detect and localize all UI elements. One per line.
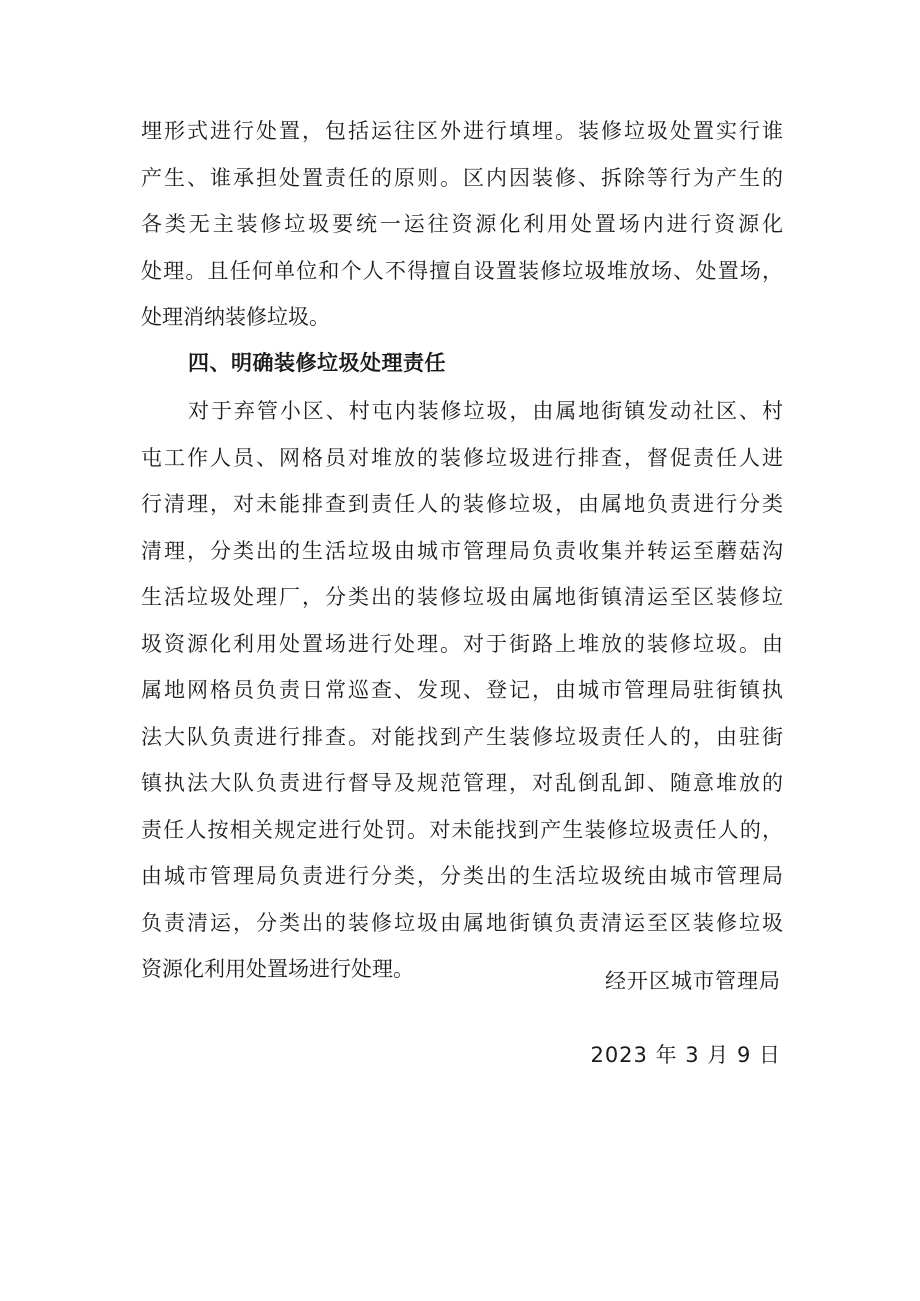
- section-heading: 四、明确装修垃圾处理责任: [188, 351, 446, 375]
- text-line: 资源化利用处置场进行处理。: [141, 957, 414, 981]
- paragraph-disposal-method: [141, 108, 783, 341]
- text-line: 处理消纳装修垃圾。: [141, 305, 330, 329]
- signature-organization: 经开区城市管理局: [605, 969, 781, 993]
- text-line: 由城市管理局负责进行分类，分类出的生活垃圾统由城市管理局: [141, 864, 783, 888]
- text-line: 生活垃圾处理厂，分类出的装修垃圾由属地街镇清运至区装修垃: [141, 585, 783, 609]
- text-line: 产生、谁承担处置责任的原则。区内因装修、拆除等行为产生的: [141, 165, 783, 190]
- text-line: 镇执法大队负责进行督导及规范管理，对乱倒乱卸、随意堆放的: [141, 771, 783, 795]
- text-line: 负责清运，分类出的装修垃圾由属地街镇负责清运至区装修垃圾: [141, 910, 783, 935]
- text-line: 属地网格员负责日常巡查、发现、登记，由城市管理局驻街镇执: [141, 678, 783, 702]
- text-line: 屯工作人员、网格员对堆放的装修垃圾进行排查，督促责任人进: [141, 445, 783, 470]
- text-line: 处理。且任何单位和个人不得擅自设置装修垃圾堆放场、处置场，: [141, 258, 783, 283]
- text-line: 对于弃管小区、村屯内装修垃圾，由属地街镇发动社区、村: [188, 399, 783, 423]
- signature-date: 2023 年 3 月 9 日: [590, 1043, 781, 1067]
- text-line: 责任人按相关规定进行处罚。对未能找到产生装修垃圾责任人的，: [141, 817, 783, 842]
- text-line: 圾资源化利用处置场进行处理。对于街路上堆放的装修垃圾。由: [141, 631, 783, 656]
- text-line: 清理，分类出的生活垃圾由城市管理局负责收集并转运至蘑菇沟: [141, 538, 783, 563]
- text-line: 埋形式进行处置，包括运往区外进行填埋。装修垃圾处置实行谁: [141, 119, 783, 143]
- text-line: 行清理，对未能排查到责任人的装修垃圾，由属地负责进行分类: [141, 492, 783, 516]
- text-line: 各类无主装修垃圾要统一运往资源化利用处置场内进行资源化: [141, 212, 783, 236]
- text-line: 法大队负责进行排查。对能找到产生装修垃圾责任人的，由驻街: [141, 724, 783, 749]
- paragraph-responsibility: [141, 388, 783, 993]
